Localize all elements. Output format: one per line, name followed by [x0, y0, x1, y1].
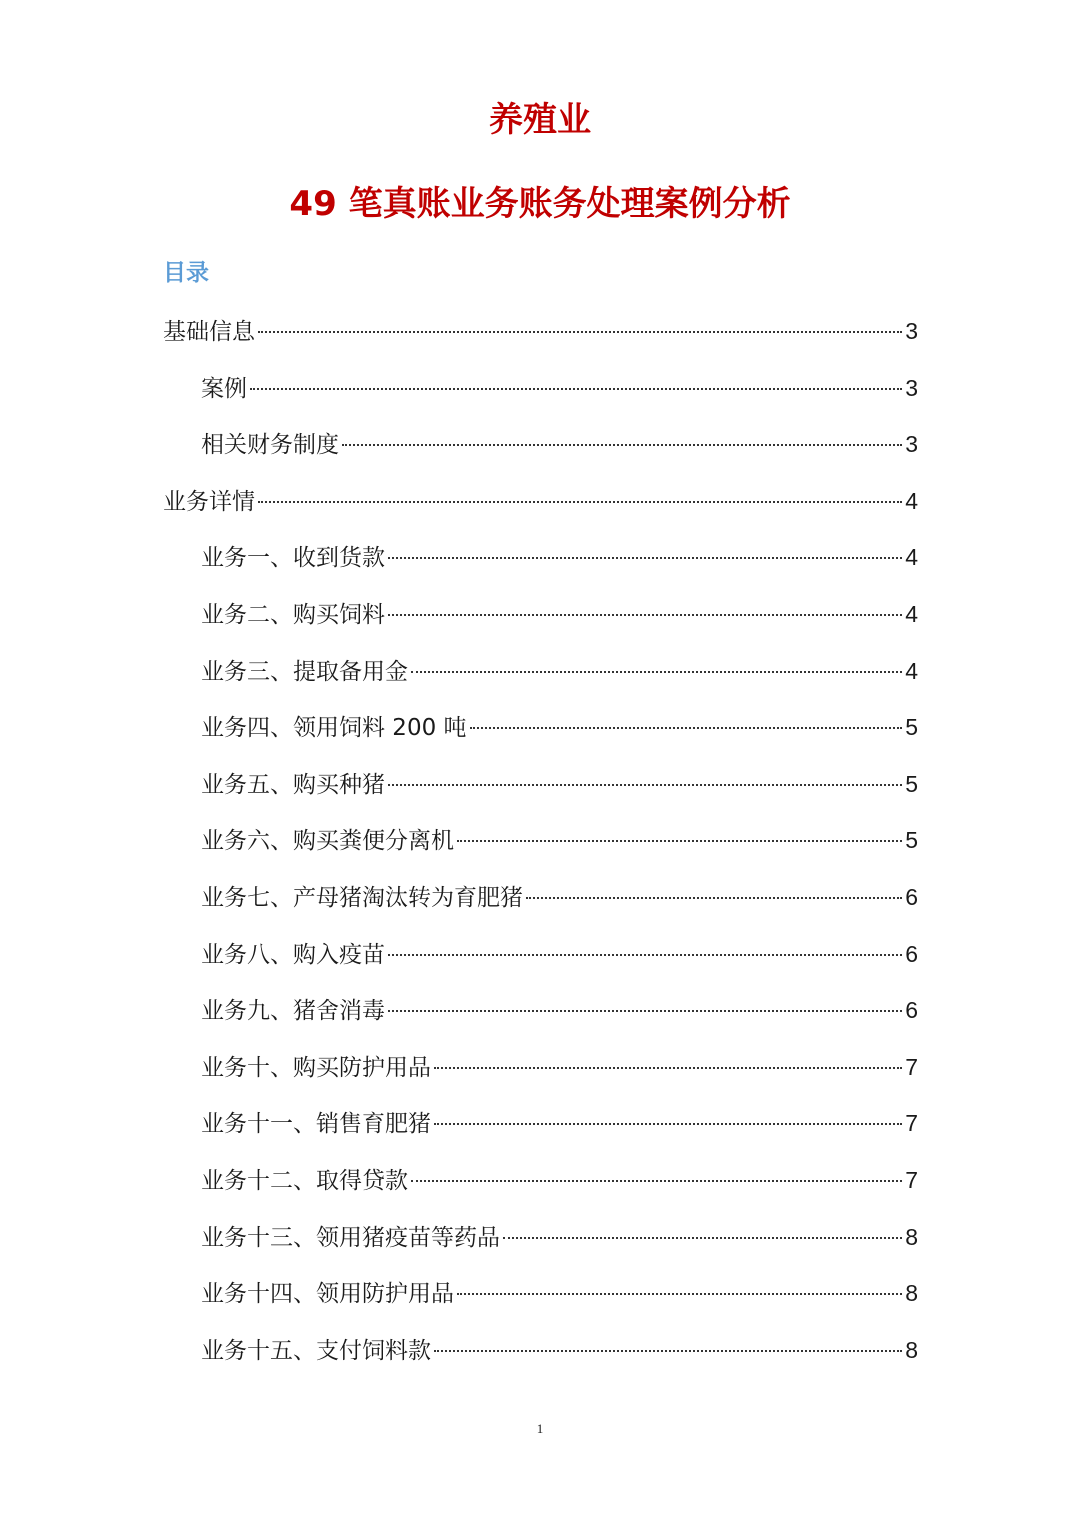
toc-entry-label: 业务七、产母猪淘汰转为育肥猪	[201, 885, 523, 911]
toc-entry-page: 8	[905, 1224, 918, 1250]
toc-entry-page: 7	[905, 1054, 918, 1080]
toc-dot-leader	[411, 1180, 902, 1182]
toc-dot-leader	[342, 444, 902, 446]
toc-entry-label: 业务十二、取得贷款	[201, 1168, 408, 1194]
toc-entry-page: 5	[905, 714, 918, 740]
toc-dot-leader	[434, 1350, 902, 1352]
toc-dot-leader	[388, 954, 902, 956]
toc-entry[interactable]	[201, 820, 918, 860]
toc-entry-label: 业务详情	[163, 489, 255, 515]
toc-entry[interactable]	[201, 424, 918, 464]
toc-entry-label: 业务九、猪舍消毒	[201, 998, 385, 1024]
toc-entry-page: 4	[905, 601, 918, 627]
toc-entry-label: 基础信息	[163, 319, 255, 345]
toc-dot-leader	[388, 557, 902, 559]
toc-dot-leader	[258, 501, 902, 503]
toc-entry[interactable]	[163, 311, 918, 351]
toc-dot-leader	[457, 840, 902, 842]
toc-dot-leader	[470, 727, 903, 729]
toc-dot-leader	[434, 1067, 902, 1069]
toc-entry-label: 业务五、购买种猪	[201, 772, 385, 798]
toc-entry-page: 6	[905, 941, 918, 967]
toc-dot-leader	[388, 1010, 902, 1012]
toc-entry[interactable]	[201, 764, 918, 804]
toc-entry[interactable]	[201, 651, 918, 691]
toc-dot-leader	[434, 1123, 902, 1125]
toc-dot-leader	[526, 897, 902, 899]
toc-entry-page: 8	[905, 1280, 918, 1306]
toc-entry-page: 3	[905, 375, 918, 401]
toc-entry[interactable]	[201, 1047, 918, 1087]
toc-entry-label: 业务一、收到货款	[201, 545, 385, 571]
toc-entry-page: 3	[905, 318, 918, 344]
toc-entry[interactable]	[201, 1330, 918, 1370]
toc-entry-label: 业务三、提取备用金	[201, 659, 408, 685]
toc-entry-label: 业务十四、领用防护用品	[201, 1281, 454, 1307]
toc-entry-label: 业务四、领用饲料 200 吨	[201, 715, 467, 741]
toc-entry[interactable]	[201, 1103, 918, 1143]
toc-entry-page: 4	[905, 488, 918, 514]
toc-entry[interactable]	[201, 368, 918, 408]
toc-entry[interactable]	[201, 877, 918, 917]
toc-dot-leader	[388, 784, 902, 786]
toc-entry[interactable]	[201, 1160, 918, 1200]
toc-entry[interactable]	[201, 537, 918, 577]
toc-entry-label: 业务六、购买粪便分离机	[201, 828, 454, 854]
toc-entry-page: 4	[905, 544, 918, 570]
toc-dot-leader	[503, 1237, 902, 1239]
toc-entry-page: 5	[905, 827, 918, 853]
document-subtitle: 49 笔真账业务账务处理案例分析	[289, 184, 791, 224]
toc-entry-page: 6	[905, 884, 918, 910]
toc-entry-label: 业务八、购入疫苗	[201, 942, 385, 968]
toc-entry-label: 业务二、购买饲料	[201, 602, 385, 628]
toc-entry[interactable]	[163, 481, 918, 521]
toc-entry-page: 5	[905, 771, 918, 797]
toc-dot-leader	[258, 331, 902, 333]
toc-entry-page: 3	[905, 431, 918, 457]
toc-dot-leader	[457, 1293, 902, 1295]
toc-entry-page: 7	[905, 1110, 918, 1136]
toc-entry-label: 业务十一、销售育肥猪	[201, 1111, 431, 1137]
toc-entry[interactable]	[201, 594, 918, 634]
toc-entry-page: 6	[905, 997, 918, 1023]
toc-entry-page: 7	[905, 1167, 918, 1193]
toc-entry-label: 业务十、购买防护用品	[201, 1055, 431, 1081]
toc-entry[interactable]	[201, 1273, 918, 1313]
document-title: 养殖业	[489, 100, 591, 140]
toc-heading: 目录	[163, 260, 209, 286]
toc-dot-leader	[250, 388, 902, 390]
page-number: 1	[536, 1421, 544, 1436]
toc-entry[interactable]	[201, 934, 918, 974]
toc-dot-leader	[388, 614, 902, 616]
toc-entry[interactable]	[201, 990, 918, 1030]
toc-entry-page: 4	[905, 658, 918, 684]
toc-dot-leader	[411, 671, 902, 673]
toc-entry[interactable]	[201, 707, 918, 747]
toc-entry-label: 相关财务制度	[201, 432, 339, 458]
toc-entry-page: 8	[905, 1337, 918, 1363]
toc-entry[interactable]	[201, 1217, 918, 1257]
toc-entry-label: 业务十五、支付饲料款	[201, 1338, 431, 1364]
toc-entry-label: 业务十三、领用猪疫苗等药品	[201, 1225, 500, 1251]
toc-entry-label: 案例	[201, 376, 247, 402]
